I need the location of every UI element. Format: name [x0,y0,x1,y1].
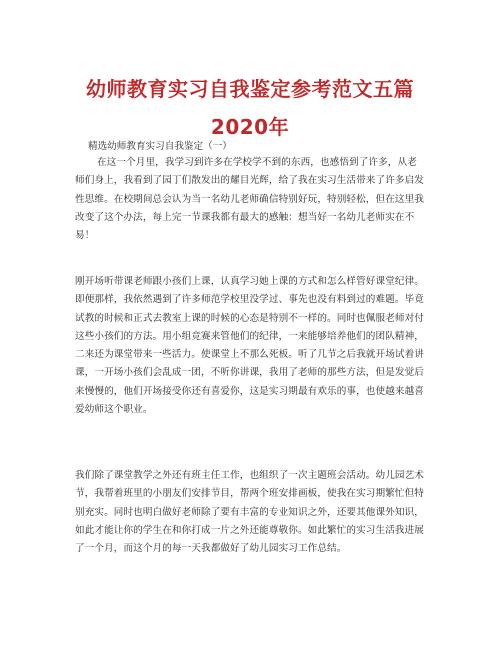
document-title: 幼师教育实习自我鉴定参考范文五篇2020年 [86,77,414,139]
paragraph: 刚开场听带课老师跟小孩们上课，认真学习她上课的方式和怎么样管好课堂纪律。即便那样，我依然遇到了许多师范学校里没学过、事先也没有料到过的难题。毕竟试教的时候和正式去教室上课的时候的心态是特别不一样的。同时也佩服老师对付这些小孩们的方法。用小组竞赛来管他们的纪律，一来能够培养他们的团队精神，二来还为课堂带来一些活力。使课堂上不那么死板。听了几节之后我就开场试着讲课，一开场小孩们会乱成一团，不听你讲课，我用了老师的那些方法，但是发觉后来慢慢的，他们开场接受你还有喜爱你，这是实习期最有欢乐的事，也使越来越喜爱幼师这个职业。 [75,276,424,416]
paragraph: 在这一个月里，我学习到许多在学校学不到的东西，也感悟到了许多，从老师们身上，我看到了园丁们散发出的耀目光辉，给了我在实习生活带来了许多启发性思维。在校期间总会认为当一名幼儿老师确信特别好玩，特别轻松，但在这里我改变了这个办法，每上完一节课我都有最大的感触：想当好一名幼儿老师实在不易！ [75,157,424,242]
paragraph: 我们除了课堂教学之外还有班主任工作，也组织了一次主题班会活动。幼儿园艺术节，我帮着班里的小朋友们安排节目，帮两个班安排画板，使我在实习期繁忙但特别充实。同时也明白做好老师除了要有丰富的专业知识之外，还要其他课外知识，如此才能让你的学生在和你打成一片之外还能尊敬你。如此繁忙的实习生活我进展了一个月，而这个月的每一天我都做好了幼儿园实习工作总结。 [75,470,424,555]
section-subtitle: 精选幼师教育实习自我鉴定（一） [88,141,232,152]
